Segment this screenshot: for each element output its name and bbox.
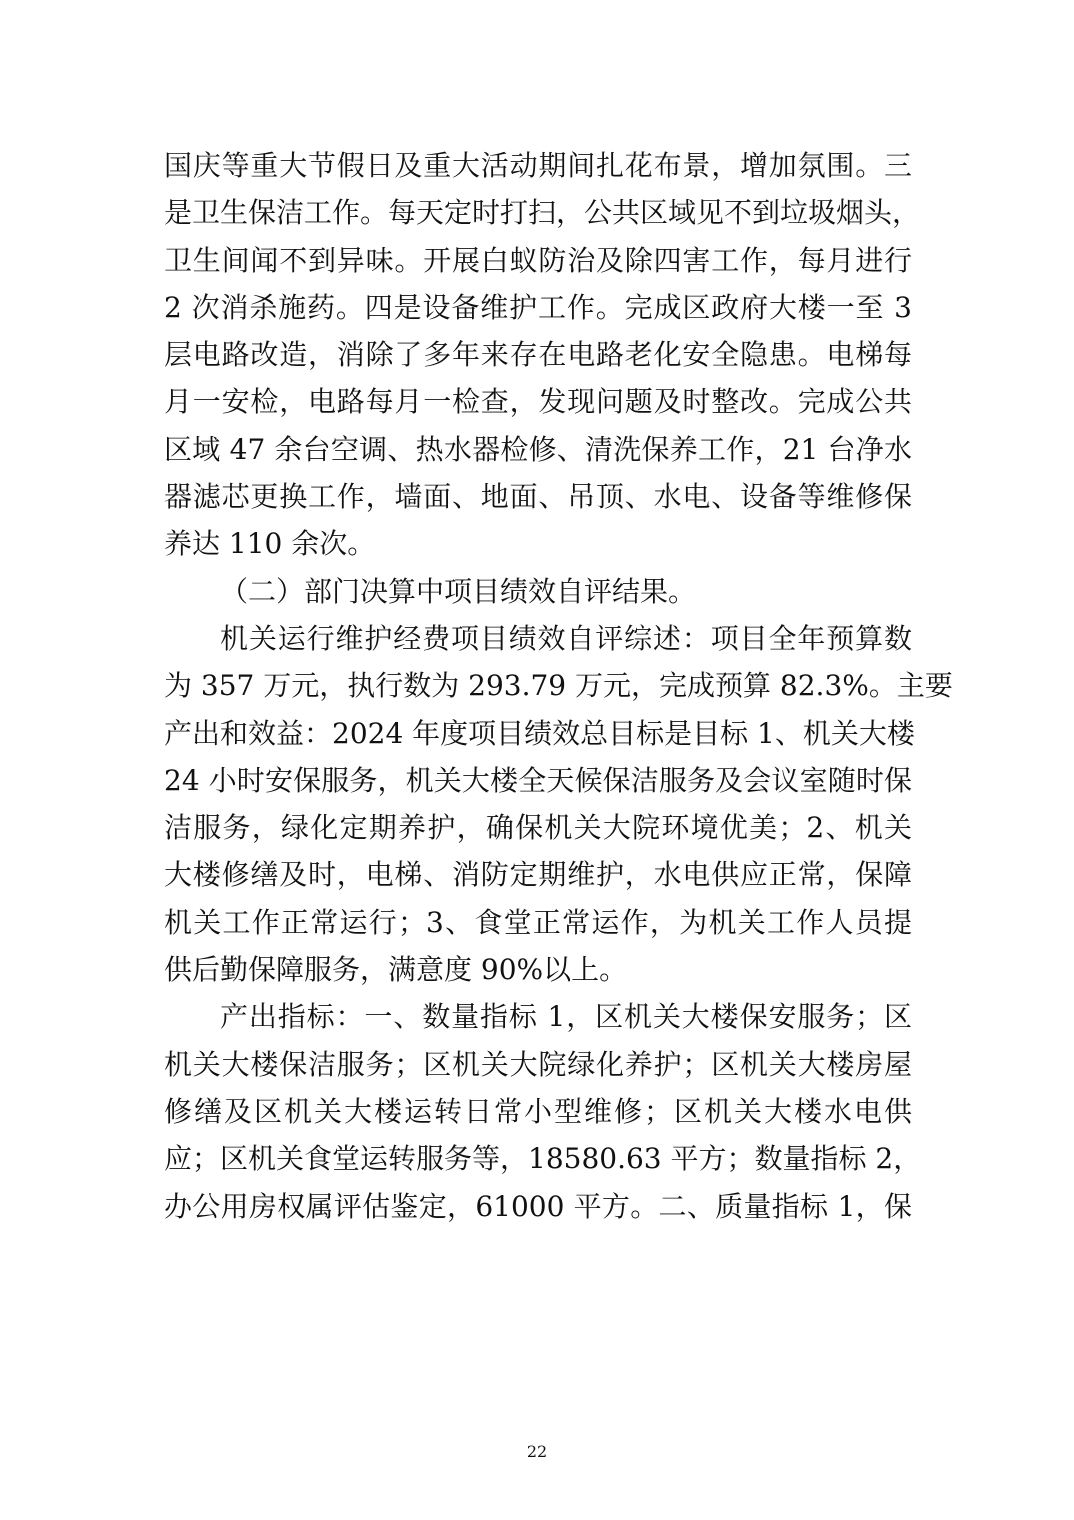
- text-line: 应；区机关食堂运转服务等，18580.63 平方；数量指标 2，: [164, 1142, 922, 1176]
- text-line: 24 小时安保服务，机关大楼全天候保洁服务及会议室随时保: [164, 763, 912, 797]
- text-line: 2 次消杀施药。四是设备维护工作。完成区政府大楼一至 3: [164, 290, 912, 324]
- paragraph-end-line: 养达 110 余次。: [164, 527, 376, 561]
- text-line: 机关工作正常运行；3、食堂正常运作，为机关工作人员提: [164, 905, 912, 939]
- paragraph-end-line: 供后勤保障服务，满意度 90%以上。: [164, 953, 628, 987]
- text-line: 机关大楼保洁服务；区机关大院绿化养护；区机关大楼房屋: [164, 1047, 912, 1081]
- text-line: 为 357 万元，执行数为 293.79 万元，完成预算 82.3%。主要: [164, 669, 953, 703]
- paragraph-start-line: 产出指标：一、数量指标 1，区机关大楼保安服务；区: [220, 1000, 912, 1034]
- text-line: 器滤芯更换工作，墙面、地面、吊顶、水电、设备等维修保: [164, 480, 912, 514]
- text-line: 月一安检，电路每月一检查，发现问题及时整改。完成公共: [164, 385, 912, 419]
- text-line: 办公用房权属评估鉴定，61000 平方。二、质量指标 1，保: [164, 1189, 912, 1223]
- text-line: 卫生间闻不到异味。开展白蚁防治及除四害工作，每月进行: [164, 243, 912, 277]
- text-line: 修缮及区机关大楼运转日常小型维修；区机关大楼水电供: [164, 1094, 912, 1128]
- text-line: 区域 47 余台空调、热水器检修、清洗保养工作，21 台净水: [164, 432, 912, 466]
- section-heading: （二）部门决算中项目绩效自评结果。: [220, 574, 697, 608]
- text-line: 层电路改造，消除了多年来存在电路老化安全隐患。电梯每: [164, 338, 912, 372]
- text-line: 大楼修缮及时，电梯、消防定期维护，水电供应正常，保障: [164, 858, 912, 892]
- text-line: 产出和效益：2024 年度项目绩效总目标是目标 1、机关大楼: [164, 716, 915, 750]
- paragraph-start-line: 机关运行维护经费项目绩效自评综述：项目全年预算数: [220, 621, 912, 655]
- text-line: 国庆等重大节假日及重大活动期间扎花布景，增加氛围。三: [164, 149, 912, 182]
- text-line: 是卫生保洁工作。每天定时打扫，公共区域见不到垃圾烟头，: [164, 196, 921, 230]
- page-number: 22: [526, 1442, 548, 1461]
- text-line: 洁服务，绿化定期养护，确保机关大院环境优美；2、机关: [164, 811, 912, 845]
- body-text: [164, 142, 953, 1230]
